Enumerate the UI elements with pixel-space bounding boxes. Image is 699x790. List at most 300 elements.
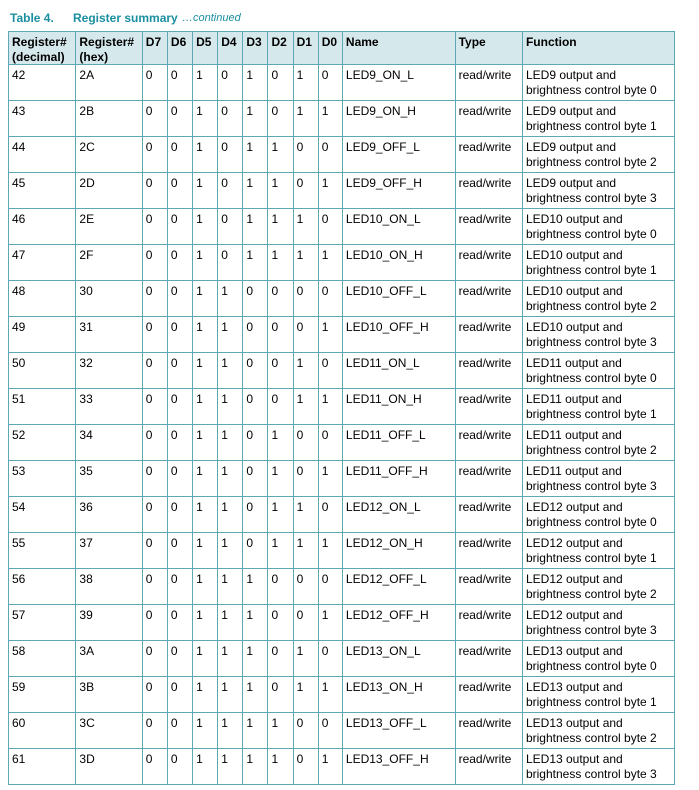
cell-d5: 1 [193, 713, 218, 749]
cell-register-hex: 2A [76, 65, 142, 101]
header-register-hex [76, 32, 142, 65]
cell-function [522, 209, 674, 245]
cell-d7: 0 [142, 65, 167, 101]
cell-d4: 1 [218, 749, 243, 785]
function-text-line: LED13 output and [525, 644, 623, 658]
cell-function [522, 353, 674, 389]
function-text-line: LED9 output and [525, 68, 617, 82]
cell-d7: 0 [142, 749, 167, 785]
cell-d4: 1 [218, 569, 243, 605]
cell-d3: 0 [243, 425, 268, 461]
function-text-line: brightness control byte 0 [525, 370, 657, 385]
function-text-line: brightness control byte 0 [525, 82, 657, 97]
header-label: D6 [170, 35, 187, 49]
cell-d7: 0 [142, 605, 167, 641]
cell-d3: 0 [243, 317, 268, 353]
cell-d1: 0 [293, 317, 318, 353]
cell-d5: 1 [193, 533, 218, 569]
function-text-line: brightness control byte 2 [525, 298, 657, 313]
function-text-line: brightness control byte 2 [525, 586, 657, 601]
cell-d5: 1 [193, 461, 218, 497]
function-text-line: brightness control byte 0 [525, 658, 657, 673]
cell-register-hex: 2F [76, 245, 142, 281]
table-caption [10, 11, 241, 29]
cell-d5: 1 [193, 137, 218, 173]
function-text-line: LED10 output and [525, 320, 623, 334]
table-header-row [9, 32, 675, 65]
cell-register-decimal: 43 [9, 101, 76, 137]
cell-d7: 0 [142, 245, 167, 281]
cell-d0: 0 [318, 353, 342, 389]
cell-d1: 0 [293, 461, 318, 497]
cell-register-decimal: 61 [9, 749, 76, 785]
function-text-line: LED11 output and [525, 392, 622, 406]
cell-register-hex: 39 [76, 605, 142, 641]
cell-d3: 0 [243, 533, 268, 569]
cell-d5: 1 [193, 245, 218, 281]
cell-d0: 0 [318, 137, 342, 173]
function-text-line: LED9 output and [525, 104, 617, 118]
cell-function [522, 137, 674, 173]
header-d1 [293, 32, 318, 65]
cell-d2: 1 [268, 137, 293, 173]
cell-d0: 0 [318, 281, 342, 317]
cell-type: read/write [455, 245, 522, 281]
cell-d5: 1 [193, 317, 218, 353]
cell-d2: 0 [268, 605, 293, 641]
cell-register-hex: 37 [76, 533, 142, 569]
cell-register-decimal: 47 [9, 245, 76, 281]
function-text-line: LED10 output and [525, 284, 623, 298]
cell-d1: 1 [293, 209, 318, 245]
cell-name: LED12_ON_H [342, 533, 455, 569]
function-text-line: LED13 output and [525, 716, 623, 730]
cell-d6: 0 [167, 677, 192, 713]
table-number: Table 4. [10, 11, 54, 25]
cell-d6: 0 [167, 713, 192, 749]
cell-d7: 0 [142, 461, 167, 497]
cell-type: read/write [455, 317, 522, 353]
cell-d4: 1 [218, 533, 243, 569]
cell-register-hex: 30 [76, 281, 142, 317]
table-row [9, 425, 675, 461]
header-label: D7 [145, 35, 162, 49]
cell-function [522, 281, 674, 317]
cell-function [522, 389, 674, 425]
cell-d5: 1 [193, 749, 218, 785]
cell-d2: 1 [268, 425, 293, 461]
function-text-line: LED9 output and [525, 140, 617, 154]
cell-d0: 0 [318, 65, 342, 101]
cell-type: read/write [455, 425, 522, 461]
cell-d5: 1 [193, 497, 218, 533]
cell-function [522, 497, 674, 533]
cell-d5: 1 [193, 353, 218, 389]
cell-d6: 0 [167, 281, 192, 317]
cell-d1: 1 [293, 533, 318, 569]
table-title: Register summary [73, 11, 178, 25]
cell-d7: 0 [142, 101, 167, 137]
cell-d7: 0 [142, 641, 167, 677]
header-d6 [167, 32, 192, 65]
cell-d1: 0 [293, 173, 318, 209]
cell-d2: 0 [268, 101, 293, 137]
cell-d7: 0 [142, 209, 167, 245]
cell-d7: 0 [142, 677, 167, 713]
cell-d2: 0 [268, 569, 293, 605]
cell-function [522, 65, 674, 101]
function-text-line: LED11 output and [525, 428, 622, 442]
table-row [9, 461, 675, 497]
cell-d4: 0 [218, 245, 243, 281]
cell-function [522, 605, 674, 641]
cell-name: LED9_OFF_H [342, 173, 455, 209]
cell-d0: 1 [318, 461, 342, 497]
cell-d4: 1 [218, 389, 243, 425]
cell-d2: 0 [268, 317, 293, 353]
cell-register-decimal: 59 [9, 677, 76, 713]
cell-d2: 0 [268, 677, 293, 713]
cell-d0: 1 [318, 389, 342, 425]
cell-d0: 1 [318, 605, 342, 641]
cell-d3: 0 [243, 353, 268, 389]
function-text-line: LED12 output and [525, 500, 623, 514]
cell-register-hex: 36 [76, 497, 142, 533]
header-d2 [268, 32, 293, 65]
cell-d4: 0 [218, 209, 243, 245]
table-row [9, 641, 675, 677]
table-row [9, 533, 675, 569]
cell-d1: 0 [293, 425, 318, 461]
cell-type: read/write [455, 173, 522, 209]
cell-name: LED13_ON_H [342, 677, 455, 713]
cell-d7: 0 [142, 173, 167, 209]
function-text-line: brightness control byte 1 [525, 694, 657, 709]
cell-register-hex: 35 [76, 461, 142, 497]
cell-name: LED11_OFF_H [342, 461, 455, 497]
cell-d3: 0 [243, 461, 268, 497]
table-row [9, 713, 675, 749]
cell-register-hex: 3B [76, 677, 142, 713]
table-row [9, 137, 675, 173]
function-text-line: brightness control byte 3 [525, 190, 657, 205]
function-text-line: LED12 output and [525, 572, 623, 586]
cell-d2: 0 [268, 389, 293, 425]
cell-d7: 0 [142, 389, 167, 425]
cell-register-decimal: 42 [9, 65, 76, 101]
cell-register-decimal: 58 [9, 641, 76, 677]
cell-d5: 1 [193, 641, 218, 677]
function-text-line: LED11 output and [525, 464, 622, 478]
header-label: Function [525, 35, 577, 49]
cell-register-decimal: 48 [9, 281, 76, 317]
cell-d0: 1 [318, 677, 342, 713]
function-text-line: LED11 output and [525, 356, 622, 370]
cell-d1: 1 [293, 245, 318, 281]
function-text-line: brightness control byte 3 [525, 766, 657, 781]
function-text-line: brightness control byte 0 [525, 514, 657, 529]
header-function [522, 32, 674, 65]
cell-type: read/write [455, 605, 522, 641]
cell-d1: 1 [293, 641, 318, 677]
cell-d3: 1 [243, 209, 268, 245]
cell-register-hex: 2D [76, 173, 142, 209]
cell-d5: 1 [193, 101, 218, 137]
cell-name: LED11_ON_L [342, 353, 455, 389]
cell-d2: 0 [268, 641, 293, 677]
cell-d2: 1 [268, 209, 293, 245]
cell-type: read/write [455, 749, 522, 785]
cell-d1: 0 [293, 749, 318, 785]
cell-register-decimal: 50 [9, 353, 76, 389]
cell-d2: 1 [268, 497, 293, 533]
cell-name: LED12_ON_L [342, 497, 455, 533]
cell-type: read/write [455, 569, 522, 605]
table-row [9, 281, 675, 317]
cell-d7: 0 [142, 425, 167, 461]
cell-d4: 0 [218, 101, 243, 137]
cell-d4: 0 [218, 173, 243, 209]
cell-type: read/write [455, 353, 522, 389]
cell-d6: 0 [167, 389, 192, 425]
cell-register-decimal: 54 [9, 497, 76, 533]
cell-function [522, 569, 674, 605]
cell-name: LED13_ON_L [342, 641, 455, 677]
cell-d5: 1 [193, 209, 218, 245]
cell-d2: 1 [268, 173, 293, 209]
cell-d2: 0 [268, 281, 293, 317]
function-text-line: brightness control byte 1 [525, 550, 657, 565]
cell-d4: 1 [218, 677, 243, 713]
header-label: D0 [321, 35, 338, 49]
cell-function [522, 101, 674, 137]
cell-type: read/write [455, 713, 522, 749]
cell-d0: 1 [318, 101, 342, 137]
table-row [9, 101, 675, 137]
function-text-line: brightness control byte 0 [525, 226, 657, 241]
function-text-line: LED12 output and [525, 536, 623, 550]
function-text-line: LED13 output and [525, 752, 623, 766]
header-label: (decimal) [12, 49, 65, 64]
table-row [9, 65, 675, 101]
cell-d6: 0 [167, 245, 192, 281]
cell-register-decimal: 53 [9, 461, 76, 497]
cell-d5: 1 [193, 605, 218, 641]
cell-d0: 0 [318, 425, 342, 461]
table-row [9, 569, 675, 605]
cell-d7: 0 [142, 569, 167, 605]
cell-d2: 0 [268, 65, 293, 101]
table-row [9, 209, 675, 245]
cell-type: read/write [455, 497, 522, 533]
cell-d7: 0 [142, 497, 167, 533]
header-label: D3 [246, 35, 262, 49]
cell-d6: 0 [167, 497, 192, 533]
cell-d6: 0 [167, 533, 192, 569]
header-label: Type [458, 35, 486, 49]
cell-d3: 1 [243, 137, 268, 173]
cell-d5: 1 [193, 281, 218, 317]
cell-type: read/write [455, 461, 522, 497]
table-row [9, 245, 675, 281]
cell-d1: 1 [293, 65, 318, 101]
cell-d0: 0 [318, 641, 342, 677]
cell-d4: 0 [218, 65, 243, 101]
table-row [9, 353, 675, 389]
cell-register-hex: 3A [76, 641, 142, 677]
cell-d3: 1 [243, 65, 268, 101]
cell-d5: 1 [193, 389, 218, 425]
cell-function [522, 533, 674, 569]
header-label: Name [345, 35, 379, 49]
cell-d6: 0 [167, 353, 192, 389]
cell-register-decimal: 57 [9, 605, 76, 641]
header-label: D2 [271, 35, 287, 49]
cell-d0: 1 [318, 173, 342, 209]
cell-d4: 1 [218, 317, 243, 353]
cell-d7: 0 [142, 317, 167, 353]
cell-d6: 0 [167, 101, 192, 137]
cell-d6: 0 [167, 641, 192, 677]
cell-name: LED11_ON_H [342, 389, 455, 425]
cell-d4: 1 [218, 281, 243, 317]
cell-d7: 0 [142, 281, 167, 317]
cell-d1: 1 [293, 353, 318, 389]
cell-d3: 1 [243, 641, 268, 677]
cell-d3: 1 [243, 245, 268, 281]
cell-function [522, 245, 674, 281]
cell-d1: 1 [293, 101, 318, 137]
cell-function [522, 641, 674, 677]
header-d0 [318, 32, 342, 65]
cell-d1: 1 [293, 497, 318, 533]
table-row [9, 749, 675, 785]
cell-d6: 0 [167, 605, 192, 641]
table-row [9, 497, 675, 533]
cell-type: read/write [455, 101, 522, 137]
cell-d6: 0 [167, 209, 192, 245]
cell-d0: 1 [318, 245, 342, 281]
header-type [455, 32, 522, 65]
cell-d0: 0 [318, 713, 342, 749]
cell-d1: 1 [293, 677, 318, 713]
cell-d3: 1 [243, 677, 268, 713]
function-text-line: brightness control byte 3 [525, 622, 657, 637]
header-register-decimal [9, 32, 76, 65]
cell-d4: 0 [218, 137, 243, 173]
function-text-line: LED10 output and [525, 248, 623, 262]
cell-name: LED9_ON_L [342, 65, 455, 101]
function-text-line: brightness control byte 2 [525, 730, 657, 745]
cell-d5: 1 [193, 677, 218, 713]
cell-d3: 1 [243, 173, 268, 209]
header-label: D4 [221, 35, 237, 49]
function-text-line: brightness control byte 2 [525, 442, 657, 457]
cell-d1: 0 [293, 605, 318, 641]
cell-register-decimal: 56 [9, 569, 76, 605]
cell-d6: 0 [167, 317, 192, 353]
cell-d0: 0 [318, 209, 342, 245]
function-text-line: brightness control byte 1 [525, 118, 657, 133]
cell-d2: 1 [268, 245, 293, 281]
cell-register-decimal: 60 [9, 713, 76, 749]
cell-d4: 1 [218, 605, 243, 641]
cell-register-hex: 3D [76, 749, 142, 785]
cell-register-hex: 32 [76, 353, 142, 389]
cell-register-hex: 2B [76, 101, 142, 137]
cell-d6: 0 [167, 461, 192, 497]
cell-d5: 1 [193, 569, 218, 605]
cell-d3: 1 [243, 569, 268, 605]
cell-d0: 0 [318, 569, 342, 605]
cell-type: read/write [455, 389, 522, 425]
cell-d5: 1 [193, 425, 218, 461]
function-text-line: LED9 output and [525, 176, 617, 190]
cell-type: read/write [455, 641, 522, 677]
table-body [9, 65, 675, 785]
table-row [9, 317, 675, 353]
cell-name: LED10_ON_L [342, 209, 455, 245]
cell-d6: 0 [167, 749, 192, 785]
cell-d2: 0 [268, 353, 293, 389]
cell-name: LED10_OFF_H [342, 317, 455, 353]
cell-d6: 0 [167, 65, 192, 101]
cell-type: read/write [455, 209, 522, 245]
cell-d7: 0 [142, 353, 167, 389]
header-d4 [218, 32, 243, 65]
cell-type: read/write [455, 65, 522, 101]
cell-d1: 0 [293, 137, 318, 173]
cell-d3: 0 [243, 281, 268, 317]
cell-register-decimal: 49 [9, 317, 76, 353]
cell-name: LED11_OFF_L [342, 425, 455, 461]
cell-register-decimal: 46 [9, 209, 76, 245]
cell-d1: 0 [293, 281, 318, 317]
cell-register-hex: 2E [76, 209, 142, 245]
cell-function [522, 173, 674, 209]
cell-d0: 1 [318, 749, 342, 785]
cell-d1: 1 [293, 389, 318, 425]
cell-d3: 0 [243, 389, 268, 425]
cell-register-hex: 31 [76, 317, 142, 353]
cell-function [522, 425, 674, 461]
function-text-line: brightness control byte 1 [525, 406, 657, 421]
cell-d3: 0 [243, 497, 268, 533]
header-d7 [142, 32, 167, 65]
cell-name: LED12_OFF_L [342, 569, 455, 605]
cell-function [522, 749, 674, 785]
cell-d4: 1 [218, 353, 243, 389]
cell-d0: 1 [318, 533, 342, 569]
header-label: (hex) [79, 49, 109, 64]
cell-function [522, 461, 674, 497]
cell-d2: 1 [268, 461, 293, 497]
cell-register-hex: 2C [76, 137, 142, 173]
cell-d4: 1 [218, 425, 243, 461]
cell-d3: 1 [243, 605, 268, 641]
header-label: Register# [12, 35, 67, 49]
table-row [9, 173, 675, 209]
cell-d7: 0 [142, 533, 167, 569]
register-summary-table [8, 31, 675, 785]
table-row [9, 389, 675, 425]
header-label: D1 [296, 35, 312, 49]
cell-d6: 0 [167, 425, 192, 461]
cell-d4: 1 [218, 641, 243, 677]
cell-d6: 0 [167, 137, 192, 173]
cell-register-decimal: 45 [9, 173, 76, 209]
cell-d0: 1 [318, 317, 342, 353]
